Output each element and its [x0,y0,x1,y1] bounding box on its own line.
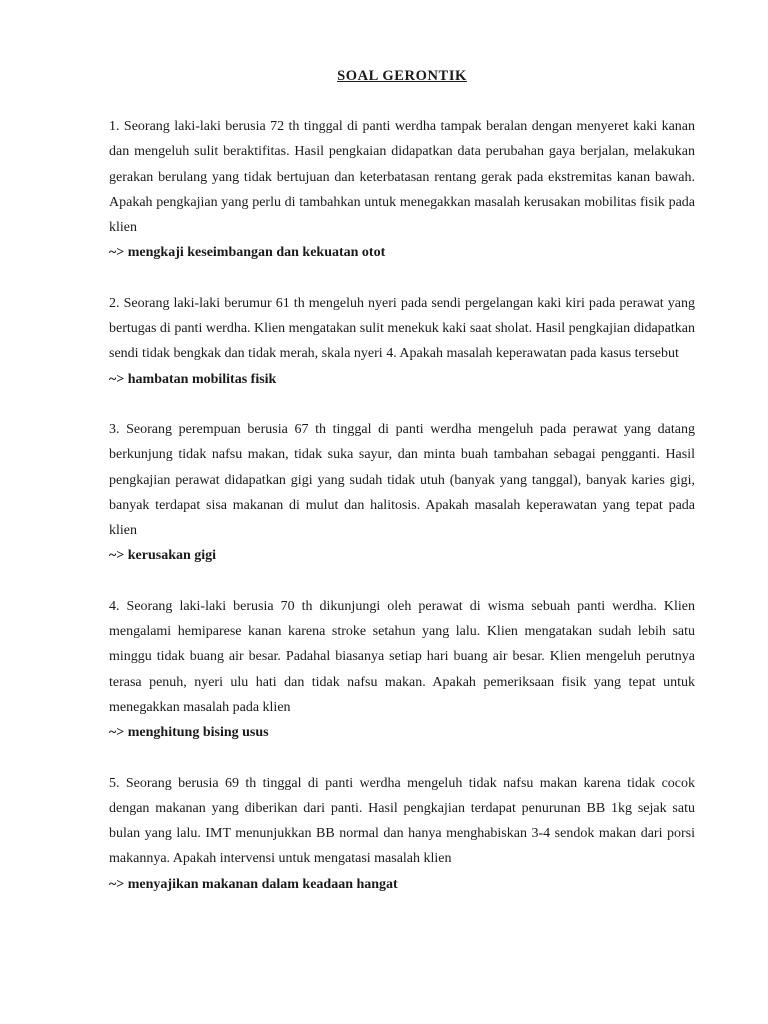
question-1-text: 1. Seorang laki-laki berusia 72 th tinggal di panti werdha tampak beralan dengan menyeret kaki kanan dan mengeluh sulit beraktifitas. Hasil pengkaian didapatkan data perubahan gaya berjalan, melakukan gerakan berulang yang tidak bertujuan dan keterbatasan rentang gerak pada ekstremitas kanan bawah. Apakah pengkajian yang perlu di tambahkan untuk menegakkan masalah kerusakan mobilitas fisik pada klien [109,119,695,236]
question-5-answer: ~> menyajikan makanan dalam keadaan hangat [109,876,398,892]
document-page [109,64,695,922]
question-3 [109,417,695,569]
question-4-text: 4. Seorang laki-laki berusia 70 th dikunjungi oleh perawat di wisma sebuah panti werdha. Klien mengalami hemiparese kanan karena stroke setahun yang lalu. Klien mengatakan sudah lebih satu minggu tidak buang air besar. Padahal biasanya setiap hari buang air besar. Klien mengeluh perutnya terasa penuh, nyeri ulu hati dan tidak nafsu makan. Apakah pemeriksaan fisik yang tepat untuk menegakkan masalah pada klien [109,598,695,715]
question-2 [109,291,695,392]
question-4-answer: ~> menghitung bising usus [109,725,269,741]
question-5-text: 5. Seorang berusia 69 th tinggal di panti werdha mengeluh tidak nafsu makan karena tidak cocok dengan makanan yang diberikan dari panti. Hasil pengkajian terdapat penurunan BB 1kg sejak satu bulan yang lalu. IMT menunjukkan BB normal dan hanya menghabiskan 3-4 sendok makan dari porsi makannya. Apakah intervensi untuk mengatasi masalah klien [109,775,695,867]
document-title: SOAL GERONTIK [337,68,467,84]
question-4 [109,594,695,746]
question-5 [109,771,695,897]
question-3-text: 3. Seorang perempuan berusia 67 th tinggal di panti werdha mengeluh pada perawat yang datang berkunjung tidak nafsu makan, tidak suka sayur, dan minta buah tambahan sebagai pengganti. Hasil pengkajian perawat didapatkan gigi yang sudah tidak utuh (banyak yang tanggal), banyak karies gigi, banyak terdapat sisa makanan di mulut dan halitosis. Apakah masalah keperawatan yang tepat pada klien [109,421,695,539]
question-2-answer: ~> hambatan mobilitas fisik [109,371,277,387]
question-3-answer: ~> kerusakan gigi [109,548,217,564]
question-1-answer: ~> mengkaji keseimbangan dan kekuatan otot [109,245,386,261]
question-2-text: 2. Seorang laki-laki berumur 61 th mengeluh nyeri pada sendi pergelangan kaki kiri pada perawat yang bertugas di panti werdha. Klien mengatakan sulit menekuk kaki saat sholat. Hasil pengkajian didapatkan sendi tidak bengkak dan tidak merah, skala nyeri 4. Apakah masalah keperawatan pada kasus tersebut [109,295,695,362]
question-1 [109,114,695,266]
